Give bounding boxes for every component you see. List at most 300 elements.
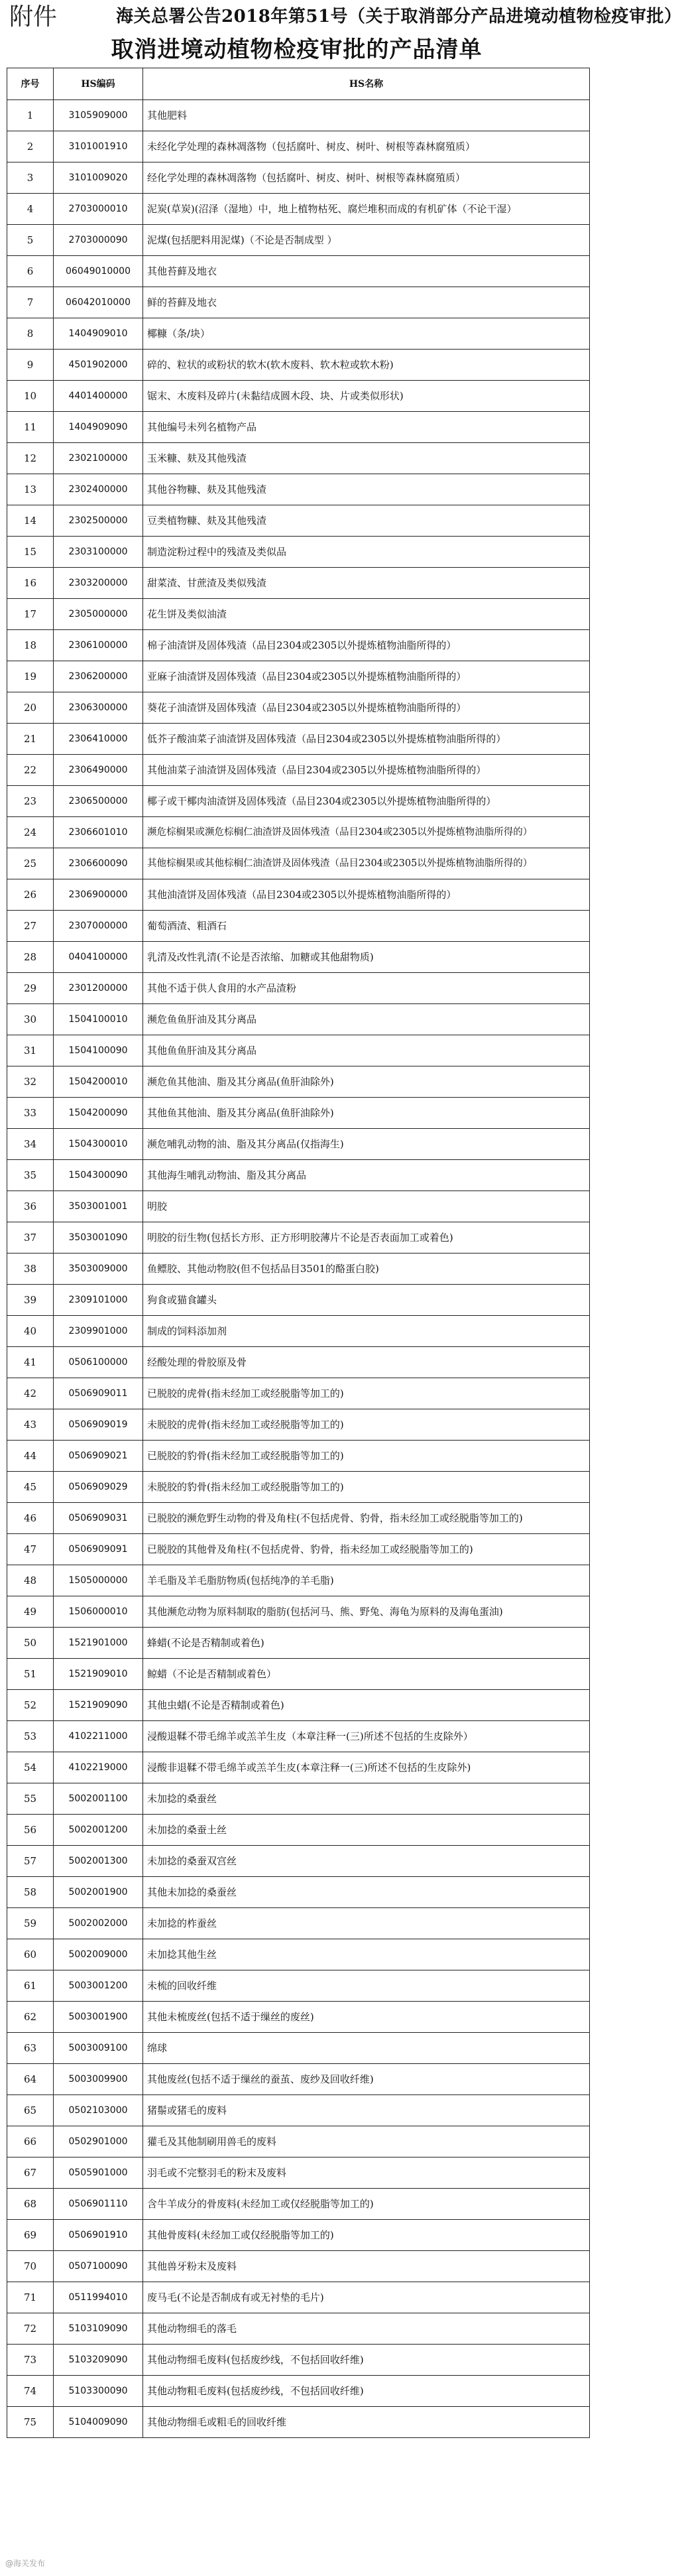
row-number-cell: 41 bbox=[7, 1347, 54, 1378]
hs-code-cell: 5002001300 bbox=[54, 1846, 143, 1877]
hs-name-cell: 羽毛或不完整羽毛的粉末及废料 bbox=[143, 2157, 590, 2189]
row-number-cell: 12 bbox=[7, 443, 54, 474]
hs-code-cell: 06042010000 bbox=[54, 287, 143, 318]
row-number-cell: 29 bbox=[7, 973, 54, 1004]
hs-name-cell: 葵花子油渣饼及固体残渣（品目2304或2305以外提炼植物油脂所得的） bbox=[143, 692, 590, 724]
hs-code-cell: 3101001910 bbox=[54, 131, 143, 162]
row-number-cell: 28 bbox=[7, 942, 54, 973]
hs-code-cell: 5003009900 bbox=[54, 2064, 143, 2095]
hs-name-cell: 锯末、木废料及碎片(未黏结成圆木段、块、片或类似形状) bbox=[143, 381, 590, 412]
hs-code-cell: 1504100010 bbox=[54, 1004, 143, 1035]
row-number-cell: 72 bbox=[7, 2313, 54, 2345]
table-row bbox=[7, 1222, 590, 1254]
hs-name-cell: 其他油渣饼及固体残渣（品目2304或2305以外提炼植物油脂所得的） bbox=[143, 879, 590, 911]
table-row bbox=[7, 1908, 590, 1939]
table-row bbox=[7, 879, 590, 911]
row-number-cell: 18 bbox=[7, 630, 54, 661]
hs-code-cell: 1404909010 bbox=[54, 318, 143, 350]
table-row bbox=[7, 537, 590, 568]
row-number-cell: 13 bbox=[7, 474, 54, 505]
row-number-cell: 45 bbox=[7, 1472, 54, 1503]
hs-code-cell: 1521909010 bbox=[54, 1659, 143, 1690]
hs-name-cell: 明胶的衍生物(包括长方形、正方形明胶薄片不论是否表面加工或着色) bbox=[143, 1222, 590, 1254]
hs-code-cell: 2306601010 bbox=[54, 817, 143, 848]
row-number-cell: 51 bbox=[7, 1659, 54, 1690]
table-body bbox=[7, 100, 590, 2438]
hs-code-cell: 2306490000 bbox=[54, 755, 143, 786]
hs-name-cell: 其他兽牙粉末及废料 bbox=[143, 2251, 590, 2282]
row-number-cell: 25 bbox=[7, 848, 54, 879]
hs-name-cell: 未加捻其他生丝 bbox=[143, 1939, 590, 1970]
row-number-cell: 68 bbox=[7, 2189, 54, 2220]
page-title: 取消进境动植物检疫审批的产品清单 bbox=[111, 36, 483, 63]
row-number-cell: 2 bbox=[7, 131, 54, 162]
table-row bbox=[7, 225, 590, 256]
hs-name-cell: 猪鬃或猪毛的废料 bbox=[143, 2095, 590, 2126]
hs-name-cell: 狗食或猫食罐头 bbox=[143, 1285, 590, 1316]
table-row bbox=[7, 2002, 590, 2033]
hs-name-cell: 经酸处理的骨胶原及骨 bbox=[143, 1347, 590, 1378]
table-row bbox=[7, 1004, 590, 1035]
hs-name-cell: 其他编号未列名植物产品 bbox=[143, 412, 590, 443]
hs-name-cell: 其他虫蜡(不论是否精制或着色) bbox=[143, 1690, 590, 1721]
row-number-cell: 14 bbox=[7, 505, 54, 537]
table-row bbox=[7, 2313, 590, 2345]
hs-name-cell: 其他谷物糠、麸及其他残渣 bbox=[143, 474, 590, 505]
row-number-cell: 35 bbox=[7, 1160, 54, 1191]
row-number-cell: 59 bbox=[7, 1908, 54, 1939]
table-row bbox=[7, 1035, 590, 1066]
hs-code-cell: 2306900000 bbox=[54, 879, 143, 911]
hs-name-cell: 未加捻的桑蚕丝 bbox=[143, 1783, 590, 1815]
table-row bbox=[7, 256, 590, 287]
hs-name-cell: 其他动物细毛废料(包括废纱线，不包括回收纤维) bbox=[143, 2345, 590, 2376]
hs-name-cell: 未加捻的桑蚕双宫丝 bbox=[143, 1846, 590, 1877]
hs-code-cell: 2306100000 bbox=[54, 630, 143, 661]
notice-title: 海关总署公告2018年第51号（关于取消部分产品进境动植物检疫审批） bbox=[116, 7, 682, 27]
table-row bbox=[7, 1596, 590, 1628]
hs-code-cell: 2309101000 bbox=[54, 1285, 143, 1316]
hs-name-cell: 其他动物细毛或粗毛的回收纤维 bbox=[143, 2407, 590, 2438]
row-number-cell: 56 bbox=[7, 1815, 54, 1846]
row-number-cell: 6 bbox=[7, 256, 54, 287]
row-number-cell: 10 bbox=[7, 381, 54, 412]
hs-name-cell: 甜菜渣、甘蔗渣及类似残渣 bbox=[143, 568, 590, 599]
row-number-cell: 50 bbox=[7, 1628, 54, 1659]
row-number-cell: 65 bbox=[7, 2095, 54, 2126]
row-number-cell: 8 bbox=[7, 318, 54, 350]
table-row bbox=[7, 1347, 590, 1378]
table-row bbox=[7, 692, 590, 724]
table-row bbox=[7, 1721, 590, 1752]
row-number-cell: 40 bbox=[7, 1316, 54, 1347]
hs-name-cell: 绵球 bbox=[143, 2033, 590, 2064]
hs-code-cell: 5002001100 bbox=[54, 1783, 143, 1815]
hs-name-cell: 其他废丝(包括不适于缫丝的蚕茧、废纱及回收纤维) bbox=[143, 2064, 590, 2095]
hs-code-cell: 5002009000 bbox=[54, 1939, 143, 1970]
hs-code-cell: 3503001090 bbox=[54, 1222, 143, 1254]
hs-name-cell: 未加捻的柞蚕丝 bbox=[143, 1908, 590, 1939]
hs-code-cell: 4401400000 bbox=[54, 381, 143, 412]
row-number-cell: 75 bbox=[7, 2407, 54, 2438]
hs-code-cell: 1504100090 bbox=[54, 1035, 143, 1066]
hs-code-cell: 1506000010 bbox=[54, 1596, 143, 1628]
hs-code-cell: 2302400000 bbox=[54, 474, 143, 505]
table-row bbox=[7, 2345, 590, 2376]
hs-name-cell: 玉米糠、麸及其他残渣 bbox=[143, 443, 590, 474]
hs-code-cell: 5104009090 bbox=[54, 2407, 143, 2438]
row-number-cell: 24 bbox=[7, 817, 54, 848]
table-row bbox=[7, 2157, 590, 2189]
table-header-row bbox=[7, 68, 590, 100]
hs-code-cell: 2306500000 bbox=[54, 786, 143, 817]
hs-code-cell: 5003009100 bbox=[54, 2033, 143, 2064]
hs-code-cell: 06049010000 bbox=[54, 256, 143, 287]
hs-code-cell: 0506909029 bbox=[54, 1472, 143, 1503]
hs-name-cell: 其他油菜子油渣饼及固体残渣（品目2304或2305以外提炼植物油脂所得的） bbox=[143, 755, 590, 786]
hs-name-cell: 其他不适于供人食用的水产品渣粉 bbox=[143, 973, 590, 1004]
table-row bbox=[7, 1316, 590, 1347]
row-number-cell: 26 bbox=[7, 879, 54, 911]
hs-name-cell: 獾毛及其他制刷用兽毛的废料 bbox=[143, 2126, 590, 2157]
table-row bbox=[7, 1441, 590, 1472]
hs-name-cell: 鲜的苔藓及地衣 bbox=[143, 287, 590, 318]
hs-code-cell: 2301200000 bbox=[54, 973, 143, 1004]
hs-name-cell: 碎的、粒状的或粉状的软木(软木废料、软木粒或软木粉) bbox=[143, 350, 590, 381]
hs-code-cell: 0506901110 bbox=[54, 2189, 143, 2220]
hs-name-cell: 其他骨废料(未经加工或仅经脱脂等加工的) bbox=[143, 2220, 590, 2251]
table-row bbox=[7, 1129, 590, 1160]
row-number-cell: 11 bbox=[7, 412, 54, 443]
row-number-cell: 48 bbox=[7, 1565, 54, 1596]
hs-code-cell: 2305000000 bbox=[54, 599, 143, 630]
table-row bbox=[7, 848, 590, 879]
table-row bbox=[7, 1472, 590, 1503]
row-number-cell: 73 bbox=[7, 2345, 54, 2376]
row-number-cell: 23 bbox=[7, 786, 54, 817]
hs-code-cell: 1504200010 bbox=[54, 1066, 143, 1098]
hs-code-cell: 0404100000 bbox=[54, 942, 143, 973]
hs-code-cell: 4102219000 bbox=[54, 1752, 143, 1783]
table-row bbox=[7, 1877, 590, 1908]
column-header-hs-name: HS名称 bbox=[143, 68, 590, 100]
hs-code-cell: 0506909011 bbox=[54, 1378, 143, 1409]
row-number-cell: 44 bbox=[7, 1441, 54, 1472]
row-number-cell: 55 bbox=[7, 1783, 54, 1815]
table-row bbox=[7, 350, 590, 381]
hs-name-cell: 葡萄酒渣、粗酒石 bbox=[143, 911, 590, 942]
hs-name-cell: 未脱胶的虎骨(指未经加工或经脱脂等加工的) bbox=[143, 1409, 590, 1441]
hs-code-cell: 1504300090 bbox=[54, 1160, 143, 1191]
hs-name-cell: 濒危哺乳动物的油、脂及其分离品(仅指海生) bbox=[143, 1129, 590, 1160]
hs-code-cell: 2302100000 bbox=[54, 443, 143, 474]
row-number-cell: 74 bbox=[7, 2376, 54, 2407]
row-number-cell: 17 bbox=[7, 599, 54, 630]
hs-name-cell: 已脱胶的豹骨(指未经加工或经脱脂等加工的) bbox=[143, 1441, 590, 1472]
row-number-cell: 62 bbox=[7, 2002, 54, 2033]
table-row bbox=[7, 1254, 590, 1285]
table-row bbox=[7, 2033, 590, 2064]
hs-code-cell: 0505901000 bbox=[54, 2157, 143, 2189]
table-row bbox=[7, 2126, 590, 2157]
row-number-cell: 34 bbox=[7, 1129, 54, 1160]
table-row bbox=[7, 1191, 590, 1222]
hs-name-cell: 椰子或干椰肉油渣饼及固体残渣（品目2304或2305以外提炼植物油脂所得的） bbox=[143, 786, 590, 817]
table-row bbox=[7, 2251, 590, 2282]
hs-code-cell: 5103300090 bbox=[54, 2376, 143, 2407]
row-number-cell: 43 bbox=[7, 1409, 54, 1441]
row-number-cell: 63 bbox=[7, 2033, 54, 2064]
hs-name-cell: 经化学处理的森林凋落物（包括腐叶、树皮、树叶、树根等森林腐殖质） bbox=[143, 162, 590, 194]
table-row bbox=[7, 2282, 590, 2313]
table-row bbox=[7, 911, 590, 942]
row-number-cell: 32 bbox=[7, 1066, 54, 1098]
hs-code-cell: 2307000000 bbox=[54, 911, 143, 942]
table-row bbox=[7, 100, 590, 131]
row-number-cell: 36 bbox=[7, 1191, 54, 1222]
row-number-cell: 69 bbox=[7, 2220, 54, 2251]
table-row bbox=[7, 599, 590, 630]
row-number-cell: 60 bbox=[7, 1939, 54, 1970]
table-row bbox=[7, 1378, 590, 1409]
row-number-cell: 39 bbox=[7, 1285, 54, 1316]
hs-code-cell: 0506909021 bbox=[54, 1441, 143, 1472]
hs-code-cell: 3101009020 bbox=[54, 162, 143, 194]
hs-code-cell: 5002002000 bbox=[54, 1908, 143, 1939]
hs-name-cell: 其他肥料 bbox=[143, 100, 590, 131]
row-number-cell: 33 bbox=[7, 1098, 54, 1129]
hs-name-cell: 制造淀粉过程中的残渣及类似品 bbox=[143, 537, 590, 568]
table-row bbox=[7, 1066, 590, 1098]
table-row bbox=[7, 661, 590, 692]
row-number-cell: 15 bbox=[7, 537, 54, 568]
row-number-cell: 52 bbox=[7, 1690, 54, 1721]
hs-name-cell: 泥炭(草炭)(沼泽（湿地）中，地上植物枯死、腐烂堆积而成的有机矿体（不论干湿） bbox=[143, 194, 590, 225]
table-row bbox=[7, 630, 590, 661]
row-number-cell: 58 bbox=[7, 1877, 54, 1908]
table-row bbox=[7, 287, 590, 318]
row-number-cell: 3 bbox=[7, 162, 54, 194]
row-number-cell: 7 bbox=[7, 287, 54, 318]
table-row bbox=[7, 443, 590, 474]
table-row bbox=[7, 1098, 590, 1129]
hs-name-cell: 泥煤(包括肥料用泥煤)（不论是否制成型 ） bbox=[143, 225, 590, 256]
hs-code-cell: 2306300000 bbox=[54, 692, 143, 724]
hs-code-cell: 2703000010 bbox=[54, 194, 143, 225]
hs-name-cell: 其他动物细毛的落毛 bbox=[143, 2313, 590, 2345]
hs-name-cell: 已脱胶的虎骨(指未经加工或经脱脂等加工的) bbox=[143, 1378, 590, 1409]
row-number-cell: 5 bbox=[7, 225, 54, 256]
hs-code-cell: 2303100000 bbox=[54, 537, 143, 568]
hs-code-cell: 5003001900 bbox=[54, 2002, 143, 2033]
table-row bbox=[7, 1285, 590, 1316]
table-row bbox=[7, 1659, 590, 1690]
table-row bbox=[7, 162, 590, 194]
table-row bbox=[7, 2064, 590, 2095]
hs-code-cell: 2306200000 bbox=[54, 661, 143, 692]
row-number-cell: 54 bbox=[7, 1752, 54, 1783]
table-row bbox=[7, 381, 590, 412]
hs-code-cell: 1521901000 bbox=[54, 1628, 143, 1659]
hs-name-cell: 其他未加捻的桑蚕丝 bbox=[143, 1877, 590, 1908]
row-number-cell: 67 bbox=[7, 2157, 54, 2189]
hs-code-cell: 5002001200 bbox=[54, 1815, 143, 1846]
hs-name-cell: 羊毛脂及羊毛脂肪物质(包括纯净的羊毛脂) bbox=[143, 1565, 590, 1596]
row-number-cell: 46 bbox=[7, 1503, 54, 1534]
table-row bbox=[7, 412, 590, 443]
hs-code-cell: 2309901000 bbox=[54, 1316, 143, 1347]
table-row bbox=[7, 2220, 590, 2251]
hs-code-cell: 0506100000 bbox=[54, 1347, 143, 1378]
hs-code-cell: 5103109090 bbox=[54, 2313, 143, 2345]
table-row bbox=[7, 1534, 590, 1565]
row-number-cell: 49 bbox=[7, 1596, 54, 1628]
hs-name-cell: 未脱胶的豹骨(指未经加工或经脱脂等加工的) bbox=[143, 1472, 590, 1503]
table-row bbox=[7, 318, 590, 350]
row-number-cell: 1 bbox=[7, 100, 54, 131]
row-number-cell: 42 bbox=[7, 1378, 54, 1409]
hs-code-cell: 0506901910 bbox=[54, 2220, 143, 2251]
hs-code-cell: 2303200000 bbox=[54, 568, 143, 599]
table-row bbox=[7, 1690, 590, 1721]
row-number-cell: 22 bbox=[7, 755, 54, 786]
table-row bbox=[7, 973, 590, 1004]
table-row bbox=[7, 1970, 590, 2002]
table-row bbox=[7, 474, 590, 505]
hs-name-cell: 花生饼及类似油渣 bbox=[143, 599, 590, 630]
hs-name-cell: 制成的饲料添加剂 bbox=[143, 1316, 590, 1347]
row-number-cell: 37 bbox=[7, 1222, 54, 1254]
table-row bbox=[7, 1783, 590, 1815]
table-row bbox=[7, 817, 590, 848]
row-number-cell: 9 bbox=[7, 350, 54, 381]
annex-label: 附件 bbox=[9, 3, 58, 31]
hs-code-cell: 1521909090 bbox=[54, 1690, 143, 1721]
hs-code-cell: 2306600090 bbox=[54, 848, 143, 879]
table-row bbox=[7, 1752, 590, 1783]
table-row bbox=[7, 1565, 590, 1596]
table-row bbox=[7, 1160, 590, 1191]
row-number-cell: 47 bbox=[7, 1534, 54, 1565]
hs-code-cell: 0502103000 bbox=[54, 2095, 143, 2126]
table-row bbox=[7, 131, 590, 162]
row-number-cell: 71 bbox=[7, 2282, 54, 2313]
table-row bbox=[7, 755, 590, 786]
hs-name-cell: 废马毛(不论是否制成有或无衬垫的毛片) bbox=[143, 2282, 590, 2313]
hs-code-cell: 3105909000 bbox=[54, 100, 143, 131]
hs-code-cell: 2302500000 bbox=[54, 505, 143, 537]
hs-name-cell: 亚麻子油渣饼及固体残渣（品目2304或2305以外提炼植物油脂所得的） bbox=[143, 661, 590, 692]
hs-name-cell: 低芥子酸油菜子油渣饼及固体残渣（品目2304或2305以外提炼植物油脂所得的） bbox=[143, 724, 590, 755]
row-number-cell: 4 bbox=[7, 194, 54, 225]
row-number-cell: 38 bbox=[7, 1254, 54, 1285]
hs-code-cell: 3503009000 bbox=[54, 1254, 143, 1285]
column-header-hs-code: HS编码 bbox=[54, 68, 143, 100]
hs-name-cell: 濒危鱼鱼肝油及其分离品 bbox=[143, 1004, 590, 1035]
row-number-cell: 31 bbox=[7, 1035, 54, 1066]
row-number-cell: 19 bbox=[7, 661, 54, 692]
row-number-cell: 20 bbox=[7, 692, 54, 724]
row-number-cell: 57 bbox=[7, 1846, 54, 1877]
table-row bbox=[7, 2407, 590, 2438]
hs-name-cell: 含牛羊成分的骨废料(未经加工或仅经脱脂等加工的) bbox=[143, 2189, 590, 2220]
hs-code-cell: 0506909091 bbox=[54, 1534, 143, 1565]
hs-name-cell: 浸酸非退鞣不带毛绵羊或羔羊生皮(本章注释一(三)所述不包括的生皮除外) bbox=[143, 1752, 590, 1783]
hs-name-cell: 其他未梳废丝(包括不适于缫丝的废丝) bbox=[143, 2002, 590, 2033]
hs-name-cell: 浸酸退鞣不带毛绵羊或羔羊生皮（本章注释一(三)所述不包括的生皮除外） bbox=[143, 1721, 590, 1752]
hs-code-cell: 0511994010 bbox=[54, 2282, 143, 2313]
hs-name-cell: 棉子油渣饼及固体残渣（品目2304或2305以外提炼植物油脂所得的） bbox=[143, 630, 590, 661]
hs-code-cell: 4501902000 bbox=[54, 350, 143, 381]
hs-name-cell: 鱼鳔胶、其他动物胶(但不包括品目3501的酪蛋白胶) bbox=[143, 1254, 590, 1285]
hs-name-cell: 明胶 bbox=[143, 1191, 590, 1222]
hs-code-cell: 1504300010 bbox=[54, 1129, 143, 1160]
hs-name-cell: 未经化学处理的森林凋落物（包括腐叶、树皮、树叶、树根等森林腐殖质） bbox=[143, 131, 590, 162]
hs-code-cell: 5103209090 bbox=[54, 2345, 143, 2376]
hs-code-cell: 4102211000 bbox=[54, 1721, 143, 1752]
row-number-cell: 53 bbox=[7, 1721, 54, 1752]
row-number-cell: 21 bbox=[7, 724, 54, 755]
hs-name-cell: 其他动物粗毛废料(包括废纱线，不包括回收纤维) bbox=[143, 2376, 590, 2407]
column-header-no: 序号 bbox=[7, 68, 54, 100]
watermark-text: @海关发布 bbox=[5, 2559, 46, 2568]
table-row bbox=[7, 1939, 590, 1970]
hs-name-cell: 乳清及改性乳清(不论是否浓缩、加糖或其他甜物质) bbox=[143, 942, 590, 973]
hs-name-cell: 已脱胶的其他骨及角柱(不包括虎骨、豹骨，指未经加工或经脱脂等加工的) bbox=[143, 1534, 590, 1565]
hs-code-cell: 1404909090 bbox=[54, 412, 143, 443]
table-row bbox=[7, 786, 590, 817]
table-row bbox=[7, 2095, 590, 2126]
hs-code-cell: 1505000000 bbox=[54, 1565, 143, 1596]
hs-code-cell: 1504200090 bbox=[54, 1098, 143, 1129]
table-row bbox=[7, 568, 590, 599]
table-row bbox=[7, 2376, 590, 2407]
hs-code-cell: 2703000090 bbox=[54, 225, 143, 256]
table-row bbox=[7, 2189, 590, 2220]
hs-name-cell: 其他苔藓及地衣 bbox=[143, 256, 590, 287]
hs-name-cell: 未梳的回收纤维 bbox=[143, 1970, 590, 2002]
table-row bbox=[7, 194, 590, 225]
table-row bbox=[7, 1628, 590, 1659]
hs-code-cell: 5002001900 bbox=[54, 1877, 143, 1908]
hs-name-cell: 其他鱼其他油、脂及其分离品(鱼肝油除外) bbox=[143, 1098, 590, 1129]
hs-name-cell: 豆类植物糠、麸及其他残渣 bbox=[143, 505, 590, 537]
row-number-cell: 70 bbox=[7, 2251, 54, 2282]
hs-name-cell: 蜂蜡(不论是否精制或着色) bbox=[143, 1628, 590, 1659]
hs-code-cell: 0502901000 bbox=[54, 2126, 143, 2157]
table-row bbox=[7, 1409, 590, 1441]
table-row bbox=[7, 942, 590, 973]
hs-code-cell: 2306410000 bbox=[54, 724, 143, 755]
table-row bbox=[7, 1815, 590, 1846]
hs-name-cell: 其他鱼鱼肝油及其分离品 bbox=[143, 1035, 590, 1066]
table-row bbox=[7, 1503, 590, 1534]
row-number-cell: 66 bbox=[7, 2126, 54, 2157]
hs-name-cell: 其他棕榈果或其他棕榈仁油渣饼及固体残渣（品目2304或2305以外提炼植物油脂所得的） bbox=[143, 848, 590, 879]
hs-code-cell: 0507100090 bbox=[54, 2251, 143, 2282]
hs-code-cell: 5003001200 bbox=[54, 1970, 143, 2002]
row-number-cell: 30 bbox=[7, 1004, 54, 1035]
table-row bbox=[7, 1846, 590, 1877]
hs-name-cell: 已脱胶的濒危野生动物的骨及角柱(不包括虎骨、豹骨，指未经加工或经脱脂等加工的) bbox=[143, 1503, 590, 1534]
row-number-cell: 64 bbox=[7, 2064, 54, 2095]
hs-name-cell: 濒危鱼其他油、脂及其分离品(鱼肝油除外) bbox=[143, 1066, 590, 1098]
row-number-cell: 61 bbox=[7, 1970, 54, 2002]
hs-code-cell: 3503001001 bbox=[54, 1191, 143, 1222]
product-list-table bbox=[7, 68, 590, 2438]
row-number-cell: 16 bbox=[7, 568, 54, 599]
table-row bbox=[7, 505, 590, 537]
